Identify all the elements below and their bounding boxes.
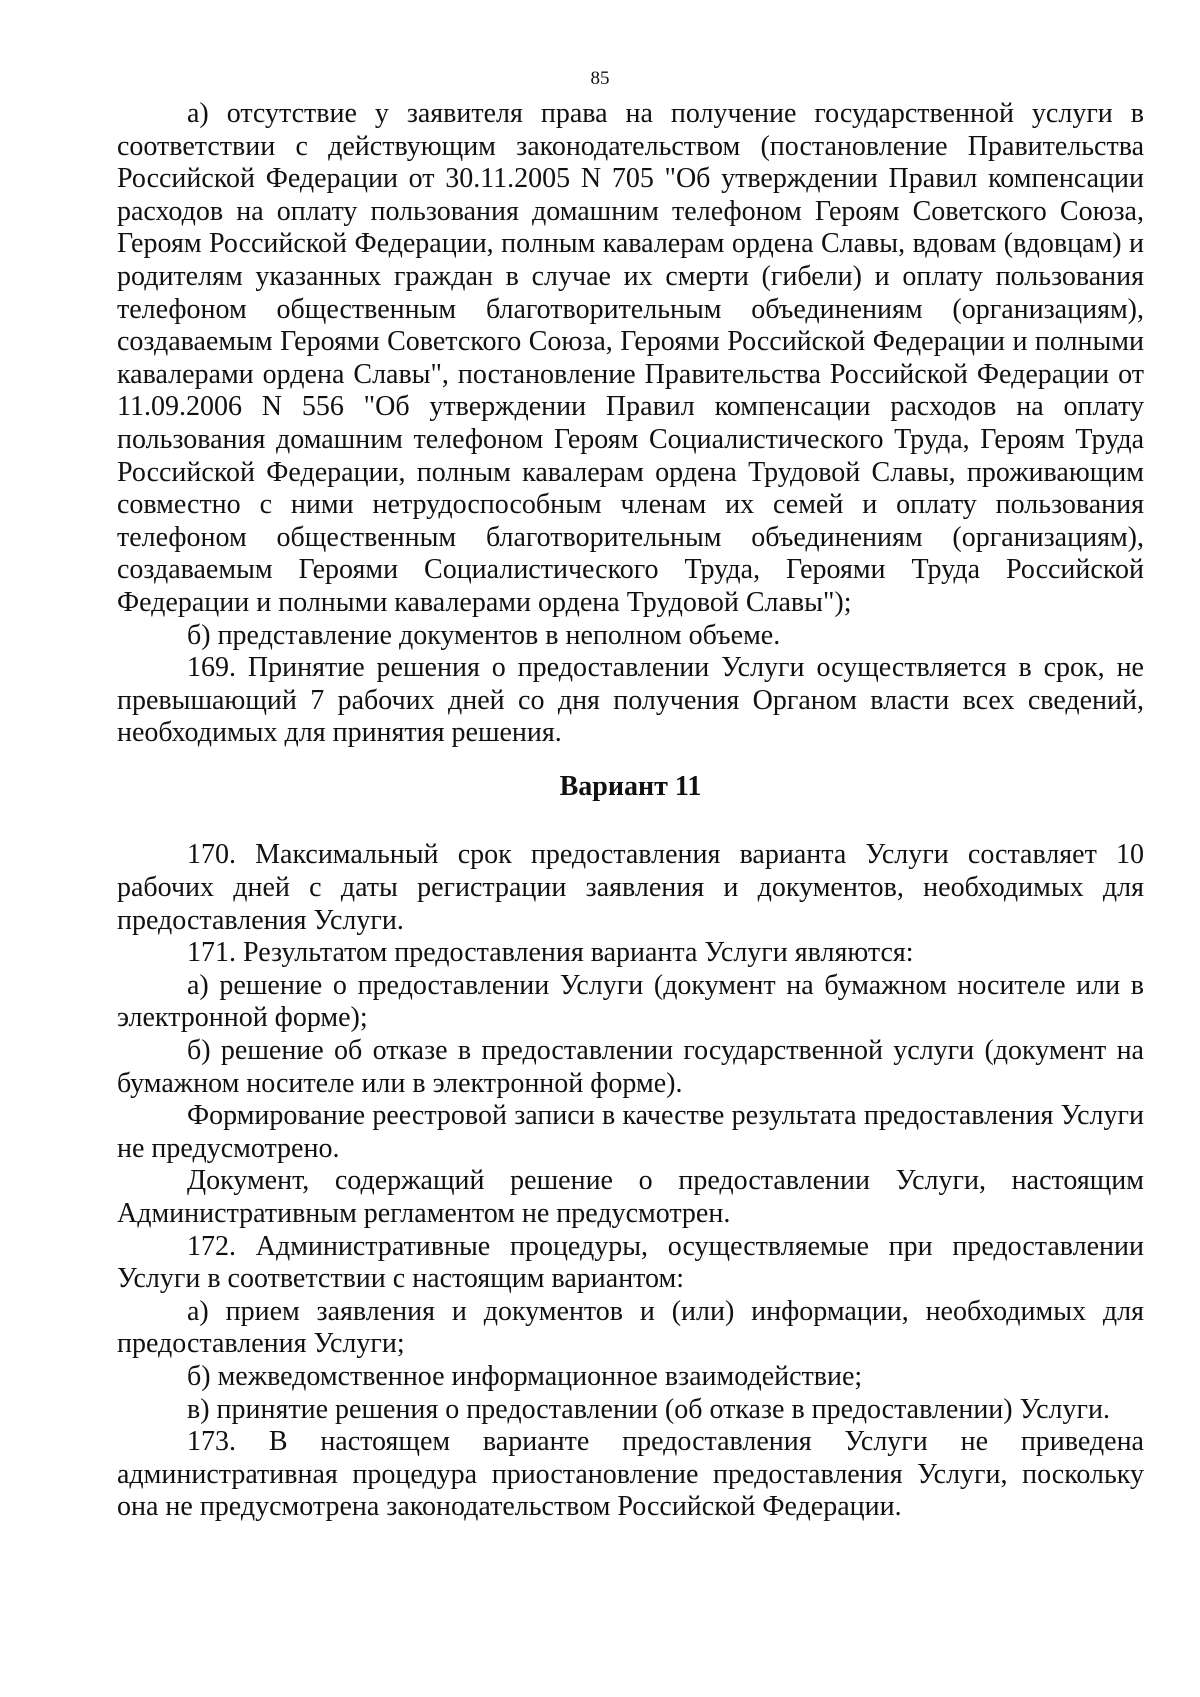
paragraph-173: 173. В настоящем варианте предоставления Услуги не приведена административная процедура приостановление предоставления Услуги, поскольку она не предусмотрена законодательством Российской Федерации. <box>117 1426 1144 1523</box>
paragraph-171: 171. Результатом предоставления варианта Услуги являются: <box>187 937 914 969</box>
section-heading-variant-11: Вариант 11 <box>559 770 702 802</box>
paragraph-decision-document: Документ, содержащий решение о предоставлении Услуги, настоящим Административным регламентом не предусмотрен. <box>117 1165 1144 1229</box>
page-number: 85 <box>590 68 610 89</box>
paragraph-registry-record: Формирование реестровой записи в качестве результата предоставления Услуги не предусмотрено. <box>117 1100 1144 1164</box>
paragraph-172-a: а) прием заявления и документов и (или) информации, необходимых для предоставления Услуги; <box>117 1295 1144 1360</box>
paragraph-172: 172. Административные процедуры, осуществляемые при предоставлении Услуги в соответствии с настоящим вариантом: <box>117 1230 1144 1295</box>
document-body <box>117 98 1144 1524</box>
paragraph-172-c: в) принятие решения о предоставлении (об отказе в предоставлении) Услуги. <box>187 1393 1110 1425</box>
paragraph-refusal-grounds-a: а) отсутствие у заявителя права на получение государственной услуги в соответствии с действующим законодательством (постановление Правительства Российской Федерации от 30.11.2005 N 705 "Об утверждении Правил компенсации расходов на оплату пользования домашним телефоном Героям Советского Союза, Героям Российской Федерации, полным кавалерам ордена Славы, вдовам (вдовцам) и родителям указанных граждан в случае их смерти (гибели) и оплату пользования телефоном общественным благотворительным объединениям (организациям), создаваемым Героями Советского Союза, Героями Российской Федерации и полными кавалерами ордена Славы", постановление Правительства Российской Федерации от 11.09.2006 N 556 "Об утверждении Правил компенсации расходов на оплату пользования домашним телефоном Героям Социалистического Труда, Героям Труда Российской Федерации, полным кавалерам ордена Трудовой Славы, проживающим совместно с ними нетрудоспособным членам их семей и оплату пользования телефоном общественным благотворительным объединениям (организациям), создаваемым Героями Социалистического Труда, Героями Труда Российской Федерации и полными кавалерами ордена Трудовой Славы"); <box>117 98 1144 618</box>
paragraph-172-b: б) межведомственное информационное взаимодействие; <box>187 1360 863 1392</box>
paragraph-170: 170. Максимальный срок предоставления варианта Услуги составляет 10 рабочих дней с даты регистрации заявления и документов, необходимых для предоставления Услуги. <box>117 839 1144 936</box>
paragraph-refusal-grounds-b: б) представление документов в неполном объеме. <box>187 619 781 651</box>
paragraph-171-a: а) решение о предоставлении Услуги (документ на бумажном носителе или в электронной форме); <box>117 969 1144 1034</box>
paragraph-169: 169. Принятие решения о предоставлении Услуги осуществляется в срок, не превышающий 7 рабочих дней со дня получения Органом власти всех сведений, необходимых для принятия решения. <box>117 652 1144 749</box>
paragraph-171-b: б) решение об отказе в предоставлении государственной услуги (документ на бумажном носителе или в электронной форме). <box>117 1035 1144 1099</box>
